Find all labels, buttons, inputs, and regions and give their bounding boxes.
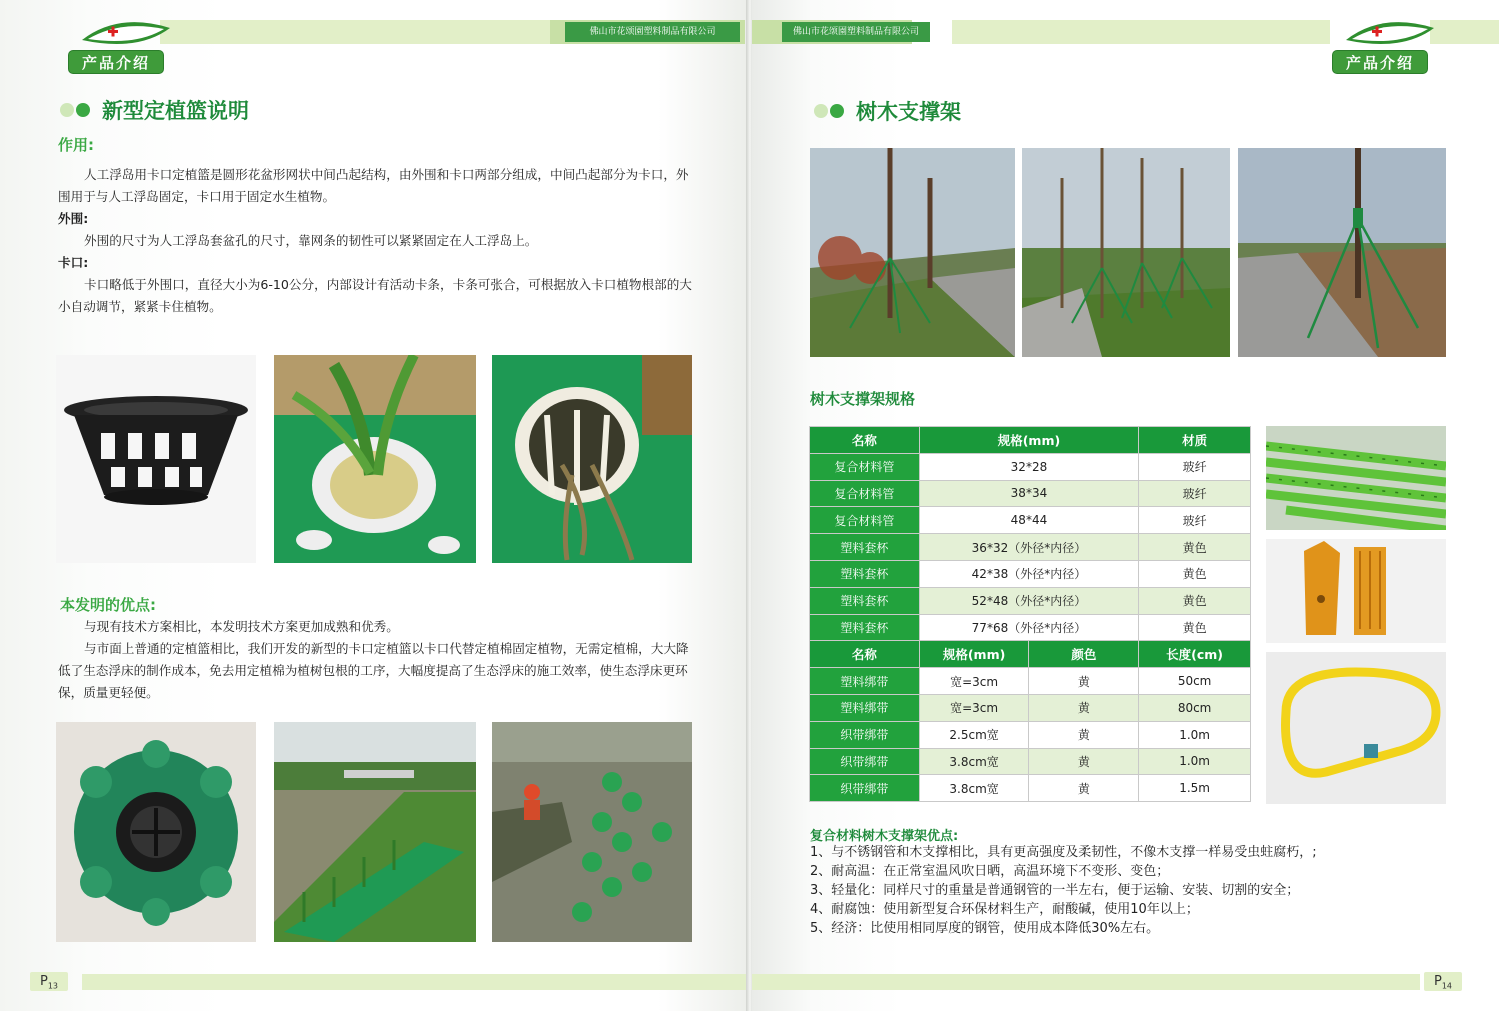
advantage-text-2: 与市面上普通的定植篮相比，我们开发的新型的卡口定植篮以卡口代替定植棉固定植物，无需定植棉，大大降低了生态浮床的制作成本，免去用定植棉为植树包根的工序，大幅度提高了生态浮床的施工效率，使生态浮床更环保，质量更轻便。 [58, 641, 689, 700]
top-band [1430, 20, 1499, 44]
table-cell: 塑料套杯 [810, 560, 920, 587]
table-cell: 织带绑带 [810, 775, 920, 802]
table-cell: 宽=3cm [919, 694, 1029, 721]
river-island-photo [274, 722, 476, 942]
section-title-text: 新型定植篮说明 [102, 99, 249, 123]
section-title-text: 树木支撑架 [856, 100, 961, 124]
advantage-item: 4、耐腐蚀：使用新型复合环保材料生产，耐酸碱，使用10年以上； [810, 902, 1199, 917]
boat-island-photo [492, 722, 692, 942]
footer-band [752, 974, 1420, 990]
table-cell: 玻纤 [1139, 453, 1251, 480]
table-header-cell: 颜色 [1029, 641, 1139, 668]
table-row [810, 668, 1251, 695]
title-dots-icon [814, 104, 844, 118]
clip-label: 卡口: [58, 255, 89, 270]
roots-basket-photo [492, 355, 692, 563]
table-header-cell: 长度(cm) [1139, 641, 1251, 668]
table-row [810, 775, 1251, 802]
top-band [952, 20, 1330, 44]
product-intro-badge: 产品介绍 [1332, 50, 1428, 74]
table-cell: 3.8cm宽 [919, 748, 1029, 775]
table-cell: 52*48（外径*内径） [919, 587, 1138, 614]
table-cell: 3.8cm宽 [919, 775, 1029, 802]
table-cell: 黄色 [1139, 614, 1251, 641]
table-cell: 黄 [1029, 775, 1139, 802]
table-cell: 塑料绑带 [810, 668, 920, 695]
table-cell: 1.0m [1139, 721, 1251, 748]
table-row [810, 560, 1251, 587]
title-dots-icon [60, 103, 90, 117]
floating-island-unit-photo [56, 722, 256, 942]
table-cell: 黄 [1029, 694, 1139, 721]
planted-basket-photo [274, 355, 476, 563]
footer-band [82, 974, 746, 990]
table-cell: 织带绑带 [810, 748, 920, 775]
table-cell: 48*44 [919, 507, 1138, 534]
table-header-row [810, 641, 1251, 668]
tree-support-photo-1 [810, 148, 1015, 357]
page-number: $P_{14}$ [1424, 972, 1462, 991]
advantage-item: 5、经济：比使用相同厚度的钢管，使用成本降低30%左右。 [810, 921, 1160, 936]
table-row [810, 507, 1251, 534]
table-row [810, 480, 1251, 507]
company-name: 佛山市花颂園塑料制品有限公司 [565, 22, 740, 42]
advantage-heading: 本发明的优点: [60, 596, 156, 614]
table-cell: 80cm [1139, 694, 1251, 721]
table-cell: 塑料套杯 [810, 587, 920, 614]
left-page [0, 0, 748, 1011]
table-row [810, 453, 1251, 480]
spec-heading: 树木支撑架规格 [810, 390, 916, 408]
table-row [810, 694, 1251, 721]
spec-table [809, 426, 1251, 802]
table-cell: 黄色 [1139, 560, 1251, 587]
table-cell: 玻纤 [1139, 507, 1251, 534]
function-paragraph [58, 164, 692, 318]
composite-tube-photo [1266, 426, 1446, 530]
table-cell: 复合材料管 [810, 480, 920, 507]
table-cell: 1.5m [1139, 775, 1251, 802]
strap-photo [1266, 652, 1446, 804]
section-title [60, 95, 249, 125]
table-cell: 复合材料管 [810, 507, 920, 534]
advantage-item: 1、与不锈钢管和木支撑相比，具有更高强度及柔韧性，不像木支撑一样易受虫蛀腐朽，; [810, 845, 1317, 860]
advantage-paragraph [58, 616, 692, 704]
table-cell: 36*32（外径*内径） [919, 534, 1138, 561]
table-header-cell: 材质 [1139, 427, 1251, 454]
table-cell: 黄 [1029, 748, 1139, 775]
table-row [810, 587, 1251, 614]
table-cell: 黄色 [1139, 534, 1251, 561]
table-cell: 玻纤 [1139, 480, 1251, 507]
function-heading: 作用: [58, 136, 94, 154]
clip-text: 卡口略低于外围口，直径大小为6-10公分，内部设计有活动卡条，卡条可张合，可根据放入卡口植物根部的大小自动调节，紧紧卡住植物。 [58, 277, 692, 314]
advantage-item: 3、轻量化：同样尺寸的重量是普通钢管的一半左右，便于运输、安装、切割的安全； [810, 883, 1300, 898]
product-intro-badge: 产品介绍 [68, 50, 164, 74]
basket-photo [56, 355, 256, 563]
composite-advantage-heading: 复合材料树木支撑架优点: [810, 829, 959, 844]
table-row [810, 614, 1251, 641]
table-header-row [810, 427, 1251, 454]
table-row [810, 748, 1251, 775]
advantage-text-1: 与现有技术方案相比，本发明技术方案更加成熟和优秀。 [84, 619, 399, 634]
table-cell: 黄 [1029, 668, 1139, 695]
right-page [752, 0, 1499, 1011]
table-cell: 塑料套杯 [810, 534, 920, 561]
page-number: $P_{13}$ [30, 972, 68, 991]
top-band [160, 20, 550, 44]
table-cell: 黄 [1029, 721, 1139, 748]
table-cell: 复合材料管 [810, 453, 920, 480]
tree-support-photo-3 [1238, 148, 1446, 357]
tree-support-photo-2 [1022, 148, 1230, 357]
table-header-cell: 规格(mm) [919, 641, 1029, 668]
function-text: 人工浮岛用卡口定植篮是圆形花盆形网状中间凸起结构，由外围和卡口两部分组成，中间凸起部分为卡口，外围用于与人工浮岛固定，卡口用于固定水生植物。 [58, 167, 689, 204]
outer-label: 外围: [58, 211, 89, 226]
table-header-cell: 名称 [810, 427, 920, 454]
table-cell: 塑料绑带 [810, 694, 920, 721]
table-cell: 32*28 [919, 453, 1138, 480]
table-cell: 1.0m [1139, 748, 1251, 775]
table-cell: 织带绑带 [810, 721, 920, 748]
table-cell: 42*38（外径*内径） [919, 560, 1138, 587]
advantage-list [810, 843, 1440, 938]
table-cell: 77*68（外径*内径） [919, 614, 1138, 641]
outer-text: 外围的尺寸为人工浮岛套盆孔的尺寸，靠网条的韧性可以紧紧固定在人工浮岛上。 [84, 233, 538, 248]
table-cell: 黄色 [1139, 587, 1251, 614]
plastic-cup-photo [1266, 539, 1446, 643]
table-header-cell: 规格(mm) [919, 427, 1138, 454]
table-cell: 塑料套杯 [810, 614, 920, 641]
table-header-cell: 名称 [810, 641, 920, 668]
table-row [810, 534, 1251, 561]
section-title [814, 96, 961, 126]
table-cell: 38*34 [919, 480, 1138, 507]
company-name: 佛山市花颂園塑料制品有限公司 [782, 22, 930, 42]
advantage-item: 2、耐高温：在正常室温风吹日晒，高温环境下不变形、变色； [810, 864, 1170, 879]
table-cell: 2.5cm宽 [919, 721, 1029, 748]
table-cell: 50cm [1139, 668, 1251, 695]
table-cell: 宽=3cm [919, 668, 1029, 695]
table-row [810, 721, 1251, 748]
